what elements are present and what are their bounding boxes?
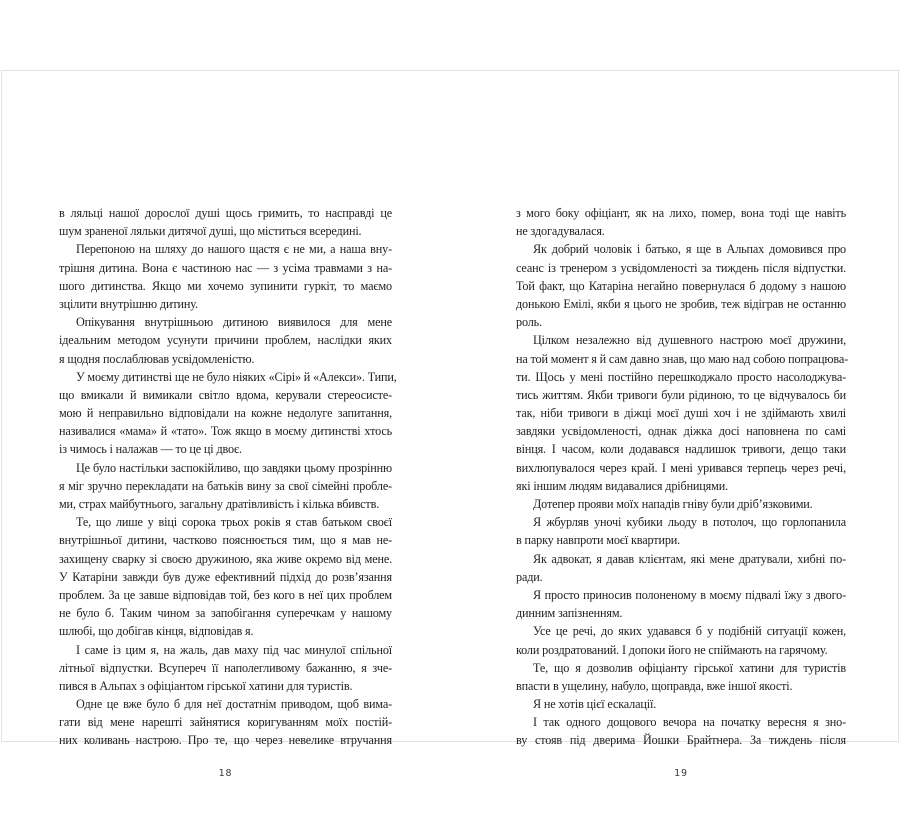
text-line: шум зраненої ляльки дитячої душі, що міститься всередині.: [59, 224, 362, 239]
text-line: коли роздратований. І допоки його не спіймають на гарячому.: [516, 642, 828, 657]
text-line: Як добрий чоловік і батько, я ще в Альпах домовився про: [533, 242, 846, 257]
text-line: ву стояв під дверима Йошки Брайтнера. За тиждень після: [516, 733, 846, 748]
left-page-text: [59, 204, 397, 750]
text-line: У Катаріни завжди був дуже ефективний підхід до розв’язання: [59, 569, 392, 584]
text-line: я щодня послаблював усвідомленістю.: [59, 351, 255, 366]
text-line: називалися «мама» й «тато». Тож якщо в моєму дитинстві хтось: [59, 424, 392, 439]
text-line: донькою Емілі, якби я цього не зробив, теж відіграв не останню: [516, 296, 846, 311]
text-line: Перепоною на шляху до нашого щастя є не ми, а наша вну-: [76, 242, 392, 257]
text-line: вихлюпувалося через край. І мені уривався терпець через речі,: [516, 460, 846, 475]
text-line: в ляльці нашої дорослої душі щось гримить, то насправді це: [59, 206, 392, 220]
text-line: Я просто приносив полоненому в моєму підвалі їжу з двого-: [533, 587, 846, 602]
text-line: із чимось і налажав — то це ці двоє.: [59, 442, 242, 457]
right-page-text: [516, 204, 846, 750]
text-line: ти. Щось у мені постійно перешкоджало просто насолоджува-: [516, 369, 846, 384]
text-line: вінця. І часом, коли додавався надлишок тривоги, дещо таки: [516, 442, 846, 457]
text-line: так, ніби тривоги в діжці моєї душі хоч і не здіймають хвилі: [516, 406, 846, 421]
text-line: гати від мене нарешті зайнятися коригуванням моїх постій-: [59, 715, 392, 730]
text-line: які іншим людям видавалися дрібницями.: [516, 478, 728, 493]
text-line: них коливань настрою. Про те, що через невелике втручання: [59, 733, 392, 748]
text-line: Одне це вже було б для неї достатнім приводом, щоб вима-: [76, 697, 392, 712]
text-line: роль.: [516, 315, 542, 330]
text-line: Опікування внутрішньою дитиною виявилося для мене: [76, 315, 392, 330]
text-line: мою й неправильно відповідали на кожне недолуге запитання,: [59, 406, 392, 421]
text-line: шого дитинства. Якщо ми хочемо зупинити гуркіт, то маємо: [59, 278, 392, 293]
text-line: що вмикали й вимикали світло вдома, керували стереосисте-: [59, 387, 392, 402]
text-line: Те, що я дозволив офіціанту гірської хатини для туристів: [533, 660, 846, 675]
text-line: літньої відпустки. Всупереч її наполегливому бажанню, я зче-: [59, 660, 392, 675]
text-line: внутрішньої дитини, частково пояснюється тим, що я мав не-: [59, 533, 392, 548]
text-line: я міг зручно перекладати на батьків вину за свої сімейні пробле-: [59, 478, 392, 493]
text-line: в парку навпроти моєї квартири.: [516, 533, 681, 548]
text-line: Як адвокат, я давав клієнтам, які мене дратували, хибні по-: [533, 551, 846, 566]
text-line: не здогадувалася.: [516, 224, 605, 239]
text-line: Дотепер прояви моїх нападів гніву були дріб’язковими.: [533, 497, 813, 511]
text-line: зцілити внутрішню дитину.: [59, 296, 198, 311]
text-line: динним запізненням.: [516, 606, 623, 621]
text-line: ради.: [516, 569, 543, 584]
text-line: захищену сварку зі своєю дружиною, яка живе окремо від мене.: [59, 551, 392, 566]
text-line: Цілком незалежно від душевного настрою моєї дружини,: [533, 333, 846, 348]
text-line: на той момент я й сам давно знав, що маю над собою попрацюва-: [516, 351, 848, 366]
text-line: ми, страх майбутнього, загальну дратівливість і кілька вбивств.: [59, 497, 380, 511]
text-line: ідеальним методом усунути причини проблем, наслідки яких: [59, 333, 392, 348]
text-line: проблем. За це завше відповідав той, без кого в неї цих проблем: [59, 587, 392, 602]
text-line: пився в Альпах з офіціантом гірської хатини для туристів.: [59, 678, 353, 693]
book-spread-panel: [1, 70, 899, 779]
text-line: У моєму дитинстві ще не було ніяких «Сірі» й «Алекси». Типи,: [76, 369, 397, 384]
text-line: Те, що лише у віці сорока трьох років я став батьком своєї: [76, 515, 392, 530]
text-line: трішня дитина. Вона є частиною нас — з усіма травмами з на-: [59, 260, 392, 275]
text-line: Я не хотів цієї ескалації.: [533, 697, 657, 712]
text-line: І так одного дощового вечора на початку вересня я зно-: [533, 715, 846, 730]
text-line: шлюбі, що добігав кінця, відповідав я.: [59, 624, 254, 639]
text-line: І саме із цим я, на жаль, дав маху під час минулої спільної: [76, 642, 392, 657]
text-line: сеанс із тренером з усвідомленості за тиждень після відпустки.: [516, 260, 846, 275]
text-line: тись життям. Якби тривоги були рідиною, то це відчувалось би: [516, 387, 846, 402]
text-line: Я жбурляв уночі кубики льоду в потолоч, що горлопанила: [533, 515, 846, 530]
text-line: Це було настільки заспокійливо, що завдяки цьому прозрінню: [76, 460, 392, 475]
left-page-number: 18: [218, 768, 233, 779]
text-line: Той факт, що Катаріна негайно повернулася б додому з нашою: [516, 278, 846, 293]
text-line: з мого боку офіціант, як на лихо, помер, вона тоді ще навіть: [516, 206, 846, 220]
right-page-number: 19: [673, 768, 689, 779]
text-line: впасти в ущелину, набуло, щоправда, вже іншої якості.: [516, 678, 793, 693]
text-line: завдяки усвідомленості, однак діжка досі наповнена по самі: [516, 424, 846, 439]
text-line: Усе це речі, до яких удавався б у подібній ситуації кожен,: [533, 624, 846, 639]
text-line: не було б. Таким чином за запобігання суперечкам у нашому: [59, 606, 392, 621]
